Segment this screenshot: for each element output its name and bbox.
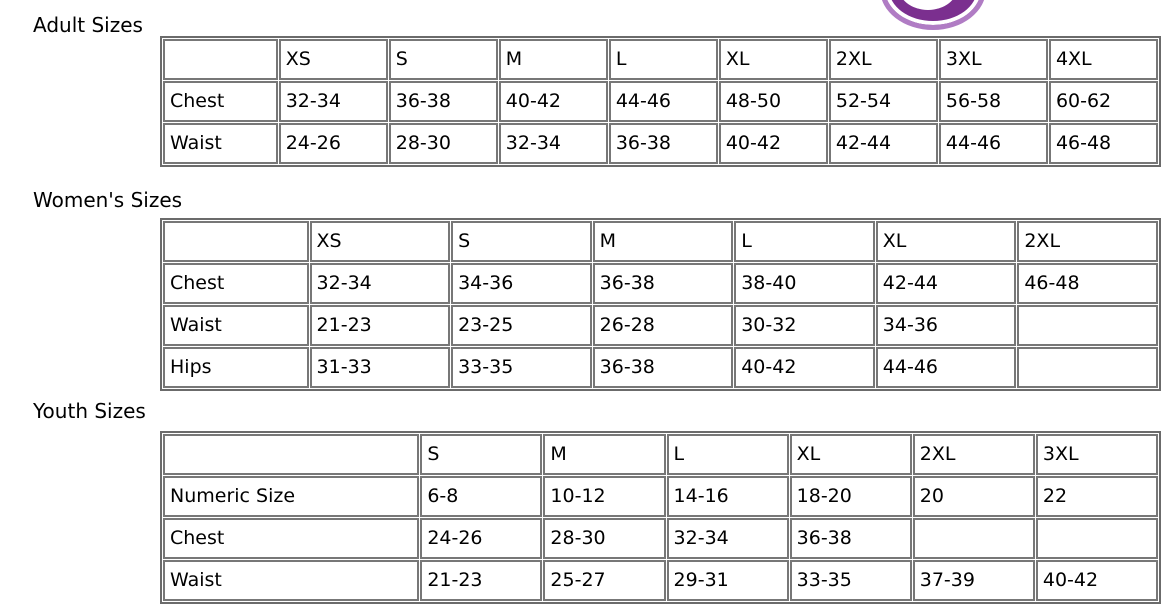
column-header-cell: M: [543, 434, 665, 475]
measurement-cell: 18-20: [790, 476, 912, 517]
measurement-cell: 32-34: [310, 263, 451, 304]
table-corner-cell: [163, 434, 419, 475]
column-header-cell: M: [499, 39, 608, 80]
measurement-cell: 60-62: [1049, 81, 1158, 122]
measurement-cell: 34-36: [451, 263, 592, 304]
measurement-cell: 46-48: [1049, 123, 1158, 164]
table-row: [163, 123, 1158, 164]
table-header-row: [163, 39, 1158, 80]
column-header-cell: XL: [876, 221, 1017, 262]
measurement-cell: 46-48: [1017, 263, 1158, 304]
table-header-row: [163, 434, 1158, 475]
column-header-cell: L: [609, 39, 718, 80]
row-header-cell: Chest: [163, 518, 419, 559]
measurement-cell: 48-50: [719, 81, 828, 122]
row-header-cell: Waist: [163, 305, 309, 346]
column-header-cell: 2XL: [913, 434, 1035, 475]
measurement-cell: 32-34: [667, 518, 789, 559]
table-row: [163, 263, 1158, 304]
column-header-cell: 3XL: [1036, 434, 1158, 475]
measurement-cell: 21-23: [420, 560, 542, 601]
column-header-cell: XS: [279, 39, 388, 80]
womens-sizes-table: [160, 218, 1161, 391]
measurement-cell: 44-46: [609, 81, 718, 122]
measurement-cell: 28-30: [543, 518, 665, 559]
measurement-cell: [1036, 518, 1158, 559]
column-header-cell: L: [667, 434, 789, 475]
table-row: [163, 347, 1158, 388]
measurement-cell: 40-42: [499, 81, 608, 122]
column-header-cell: S: [451, 221, 592, 262]
measurement-cell: 36-38: [389, 81, 498, 122]
measurement-cell: 10-12: [543, 476, 665, 517]
column-header-cell: L: [734, 221, 875, 262]
measurement-cell: [1017, 305, 1158, 346]
measurement-cell: 21-23: [310, 305, 451, 346]
measurement-cell: 20: [913, 476, 1035, 517]
row-header-cell: Waist: [163, 123, 278, 164]
row-header-cell: Chest: [163, 263, 309, 304]
measurement-cell: 36-38: [609, 123, 718, 164]
measurement-cell: 22: [1036, 476, 1158, 517]
table-row: [163, 560, 1158, 601]
row-header-cell: Waist: [163, 560, 419, 601]
measurement-cell: 44-46: [939, 123, 1048, 164]
column-header-cell: 3XL: [939, 39, 1048, 80]
adult-table-body: [163, 39, 1158, 164]
column-header-cell: XL: [719, 39, 828, 80]
measurement-cell: 23-25: [451, 305, 592, 346]
measurement-cell: 32-34: [279, 81, 388, 122]
measurement-cell: 44-46: [876, 347, 1017, 388]
measurement-cell: 42-44: [876, 263, 1017, 304]
measurement-cell: 33-35: [451, 347, 592, 388]
row-header-cell: Chest: [163, 81, 278, 122]
womens-table-body: [163, 221, 1158, 388]
measurement-cell: 25-27: [543, 560, 665, 601]
table-row: [163, 476, 1158, 517]
measurement-cell: 33-35: [790, 560, 912, 601]
row-header-cell: Hips: [163, 347, 309, 388]
youth-sizes-table: [160, 431, 1161, 604]
measurement-cell: 29-31: [667, 560, 789, 601]
table-corner-cell: [163, 221, 309, 262]
measurement-cell: 37-39: [913, 560, 1035, 601]
measurement-cell: 24-26: [279, 123, 388, 164]
measurement-cell: 40-42: [719, 123, 828, 164]
measurement-cell: 26-28: [593, 305, 734, 346]
youth-sizes-title: Youth Sizes: [33, 399, 146, 423]
measurement-cell: 40-42: [1036, 560, 1158, 601]
column-header-cell: 2XL: [829, 39, 938, 80]
table-row: [163, 518, 1158, 559]
adult-sizes-title: Adult Sizes: [33, 13, 143, 37]
womens-sizes-title: Women's Sizes: [33, 188, 183, 212]
measurement-cell: 52-54: [829, 81, 938, 122]
column-header-cell: M: [593, 221, 734, 262]
measurement-cell: 42-44: [829, 123, 938, 164]
column-header-cell: XL: [790, 434, 912, 475]
adult-sizes-table: [160, 36, 1161, 167]
measurement-cell: 56-58: [939, 81, 1048, 122]
column-header-cell: S: [420, 434, 542, 475]
measurement-cell: 36-38: [593, 263, 734, 304]
measurement-cell: 24-26: [420, 518, 542, 559]
measurement-cell: 6-8: [420, 476, 542, 517]
measurement-cell: 36-38: [790, 518, 912, 559]
column-header-cell: S: [389, 39, 498, 80]
table-corner-cell: [163, 39, 278, 80]
measurement-cell: 38-40: [734, 263, 875, 304]
measurement-cell: 32-34: [499, 123, 608, 164]
column-header-cell: XS: [310, 221, 451, 262]
measurement-cell: [913, 518, 1035, 559]
measurement-cell: 40-42: [734, 347, 875, 388]
measurement-cell: 28-30: [389, 123, 498, 164]
table-row: [163, 81, 1158, 122]
column-header-cell: 4XL: [1049, 39, 1158, 80]
measurement-cell: 36-38: [593, 347, 734, 388]
table-header-row: [163, 221, 1158, 262]
column-header-cell: 2XL: [1017, 221, 1158, 262]
measurement-cell: 30-32: [734, 305, 875, 346]
measurement-cell: 14-16: [667, 476, 789, 517]
youth-table-body: [163, 434, 1158, 601]
table-row: [163, 305, 1158, 346]
measurement-cell: 34-36: [876, 305, 1017, 346]
row-header-cell: Numeric Size: [163, 476, 419, 517]
measurement-cell: 31-33: [310, 347, 451, 388]
measurement-cell: [1017, 347, 1158, 388]
